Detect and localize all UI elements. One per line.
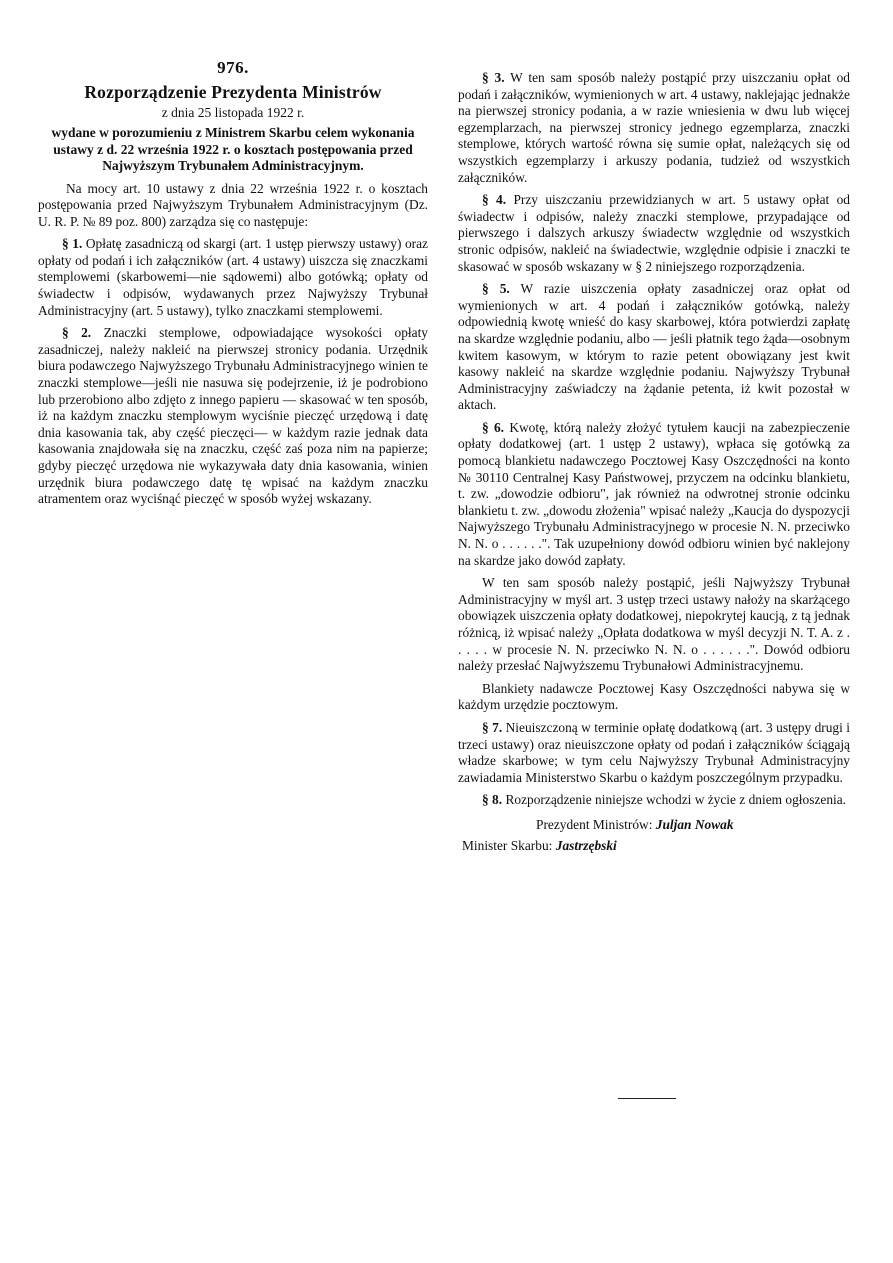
- section-5-label: § 5.: [482, 281, 510, 297]
- section-3-label: § 3.: [482, 70, 505, 85]
- left-column: [38, 58, 428, 514]
- section-8: [458, 792, 850, 809]
- section-2-label: § 2.: [62, 325, 92, 341]
- section-6-paragraph-2: W ten sam sposób należy postąpić, jeśli Najwyższy Trybunał Administracyjny w myśl art. 3 ustęp trzeci ustawy nałoży na skarżącego obowiązek uiszczenia opłaty dodatkowej, niepokrytej kaucją, z tą jednak różnicą, iż wpisać należy „Opłata dodatkowa w myśl decyzji N. T. A. z . . . . . w procesie N. N. przeciwko N. N. o . . . . . .". Dowód odbioru należy przesłać Najwyższemu Trybunałowi Administracyjnemu.: [458, 575, 850, 674]
- section-6-paragraph-3: Blankiety nadawcze Pocztowej Kasy Oszczędności nabywa się w każdym urzędzie pocztowym.: [458, 680, 850, 713]
- closing-rule: [618, 1098, 676, 1099]
- section-4: [458, 192, 850, 275]
- section-5-text: W razie uiszczenia opłaty zasadniczej oraz opłat od wymienionych w art. 4 podań i załączników gotówką, należy odpowiednią kwotę wnieść do kasy skarbowej, która potwierdzi zapłatę na skardze względnie podaniu, albo — jeśli płatnik tego żąda—osobnym kwitem kasowym, w którym to razie petent obowiązany jest kwit kasowy nakleić na skardze względnie podaniu. Najwyższy Trybunał Administracyjny zaświadczy na żądanie petenta, iż kwit pozostał w aktach.: [458, 281, 850, 413]
- section-2-text: Znaczki stemplowe, odpowiadające wysokości opłaty zasadniczej, należy nakleić na pierwszej stronicy podania. Urzędnik biura podawczego Najwyższego Trybunału Administracyjnego winien te znaczki stemplowe—jeśli nie nasuwa się podejrzenie, iż je podrobiono lub przerobiono albo zdjęto z innego papieru — skasować w ten sposób, iż na każdym znaczku stemplowym wyciśnie pieczęć urzędową i datę dnia kasowania tak, aby część pieczęci— w każdym razie jednak data kasowania znajdowała się na znaczku, część zaś poza nim na papierze; gdyby pieczęć urzędowa nie wykazywała daty dnia kasowania, winien urzędnik biura podawczego datę tę wpisać na każdym znaczku atramentem oraz wyciśnąć pieczęć w sposób wyżej wskazany.: [38, 325, 429, 507]
- section-1-label: § 1.: [62, 236, 83, 252]
- section-5: [458, 281, 850, 414]
- preamble: Na mocy art. 10 ustawy z dnia 22 września 1922 r. o kosztach postępowania przed Najwyższym Trybunałem Administracyjnym (Dz. U. R. P. № 89 poz. 800) zarządza się co następuje:: [38, 180, 428, 229]
- document-title: Rozporządzenie Prezydenta Ministrów: [84, 82, 382, 102]
- section-8-text: Rozporządzenie niniejsze wchodzi w życie z dniem ogłoszenia.: [505, 792, 847, 808]
- section-4-label: § 4.: [482, 192, 507, 208]
- section-1-text: Opłatę zasadniczą od skargi (art. 1 ustęp pierwszy ustawy) oraz opłaty od podań i ich załączników (art. 4 ustawy) uiszcza się znaczkami stemplowemi (skarbowemi—nie sądowemi) albo gotówką; opłaty od świadectw i odpisów, wydawanych przez Najwyższy Trybunał Administracyjny (art. 5 ustawy), tylko znaczkami stemplowemi.: [38, 236, 429, 318]
- section-7: [458, 720, 850, 786]
- section-7-label: § 7.: [482, 719, 503, 735]
- section-6-label: § 6.: [482, 419, 505, 435]
- signature-prime-minister-name: Juljan Nowak: [655, 816, 734, 832]
- document-subtitle: wydane w porozumieniu z Ministrem Skarbu celem wykonania ustawy z d. 22 września 1922 r. o kosztach postępowania przed Najwyższym Trybunałem Administracyjnym.: [51, 125, 415, 173]
- section-6: [458, 420, 850, 569]
- section-4-text: Przy uiszczaniu przewidzianych w art. 5 ustawy opłat od świadectw i odpisów, należy znaczki stemplowe, przypadające od pierwszego i dalszych arkuszy świadectw względnie od wszystkich stronic odpisów, nakleić na świadectwie, względnie odpisie i znaczki te skasować w sposób wskazany w § 2 niniejszego rozporządzenia.: [458, 192, 850, 274]
- section-7-text: Nieuiszczoną w terminie opłatę dodatkową (art. 3 ustępy drugi i trzeci ustawy) oraz nieuiszczone opłaty od podań i załączników ściągają władze skarbowe; w tym celu Najwyższy Trybunał Administracyjny zawiadamia Ministerstwo Skarbu o każdym poszczególnym przypadku.: [458, 719, 850, 785]
- right-column: [458, 70, 850, 854]
- section-6-text: Kwotę, którą należy złożyć tytułem kaucji na zabezpieczenie opłaty dodatkowej (art. 1 ustęp 2 ustawy), wpłaca się gotówką za pomocą blankietu nadawczego Pocztowej Kasy Oszczędności na konto № 30110 Centralnej Kasy Państwowej, przyczem na odcinku blankietu, t. zw. „dowodzie odbioru", jak również na odwrotnej stronie odcinku blankietu t. zw. „dowodu złożenia" wpisać należy „Kaucja do dyspozycji Najwyższego Trybunału Administracyjnego w procesie N. N. przeciwko N. N. o . . . . . .". Tak uzupełniony dowód odbioru winien być naklejony na skardze jako dowód zapłaty.: [458, 419, 850, 568]
- signature-prime-minister-role: Prezydent Ministrów:: [536, 816, 653, 832]
- document-date: z dnia 25 listopada 1922 r.: [161, 105, 305, 120]
- signature-prime-minister: [458, 817, 850, 834]
- document-number: 976.: [217, 58, 249, 77]
- signature-treasury-minister: [458, 838, 850, 855]
- section-8-label: § 8.: [482, 792, 503, 808]
- signature-treasury-minister-role: Minister Skarbu:: [462, 837, 553, 853]
- section-1: [38, 236, 428, 319]
- section-3: [458, 70, 850, 186]
- section-3-text: W ten sam sposób należy postąpić przy uiszczaniu opłat od podań i załączników, wymienionych w art. 4 ustawy, naklejając jednakże na pierwszej stronicy podania, a w razie wniesienia w dwu lub więcej egzemplarzach, na pierwszej stronicy jednego egzemplarza, znaczki stemplowe, których wartość równa się sumie opłat, należących się od wszystkich egzemplarzy i arkuszy podania, tudzież od wszystkich załączników.: [458, 70, 851, 185]
- signature-treasury-minister-name: Jastrzębski: [555, 837, 617, 853]
- section-2: [38, 325, 428, 508]
